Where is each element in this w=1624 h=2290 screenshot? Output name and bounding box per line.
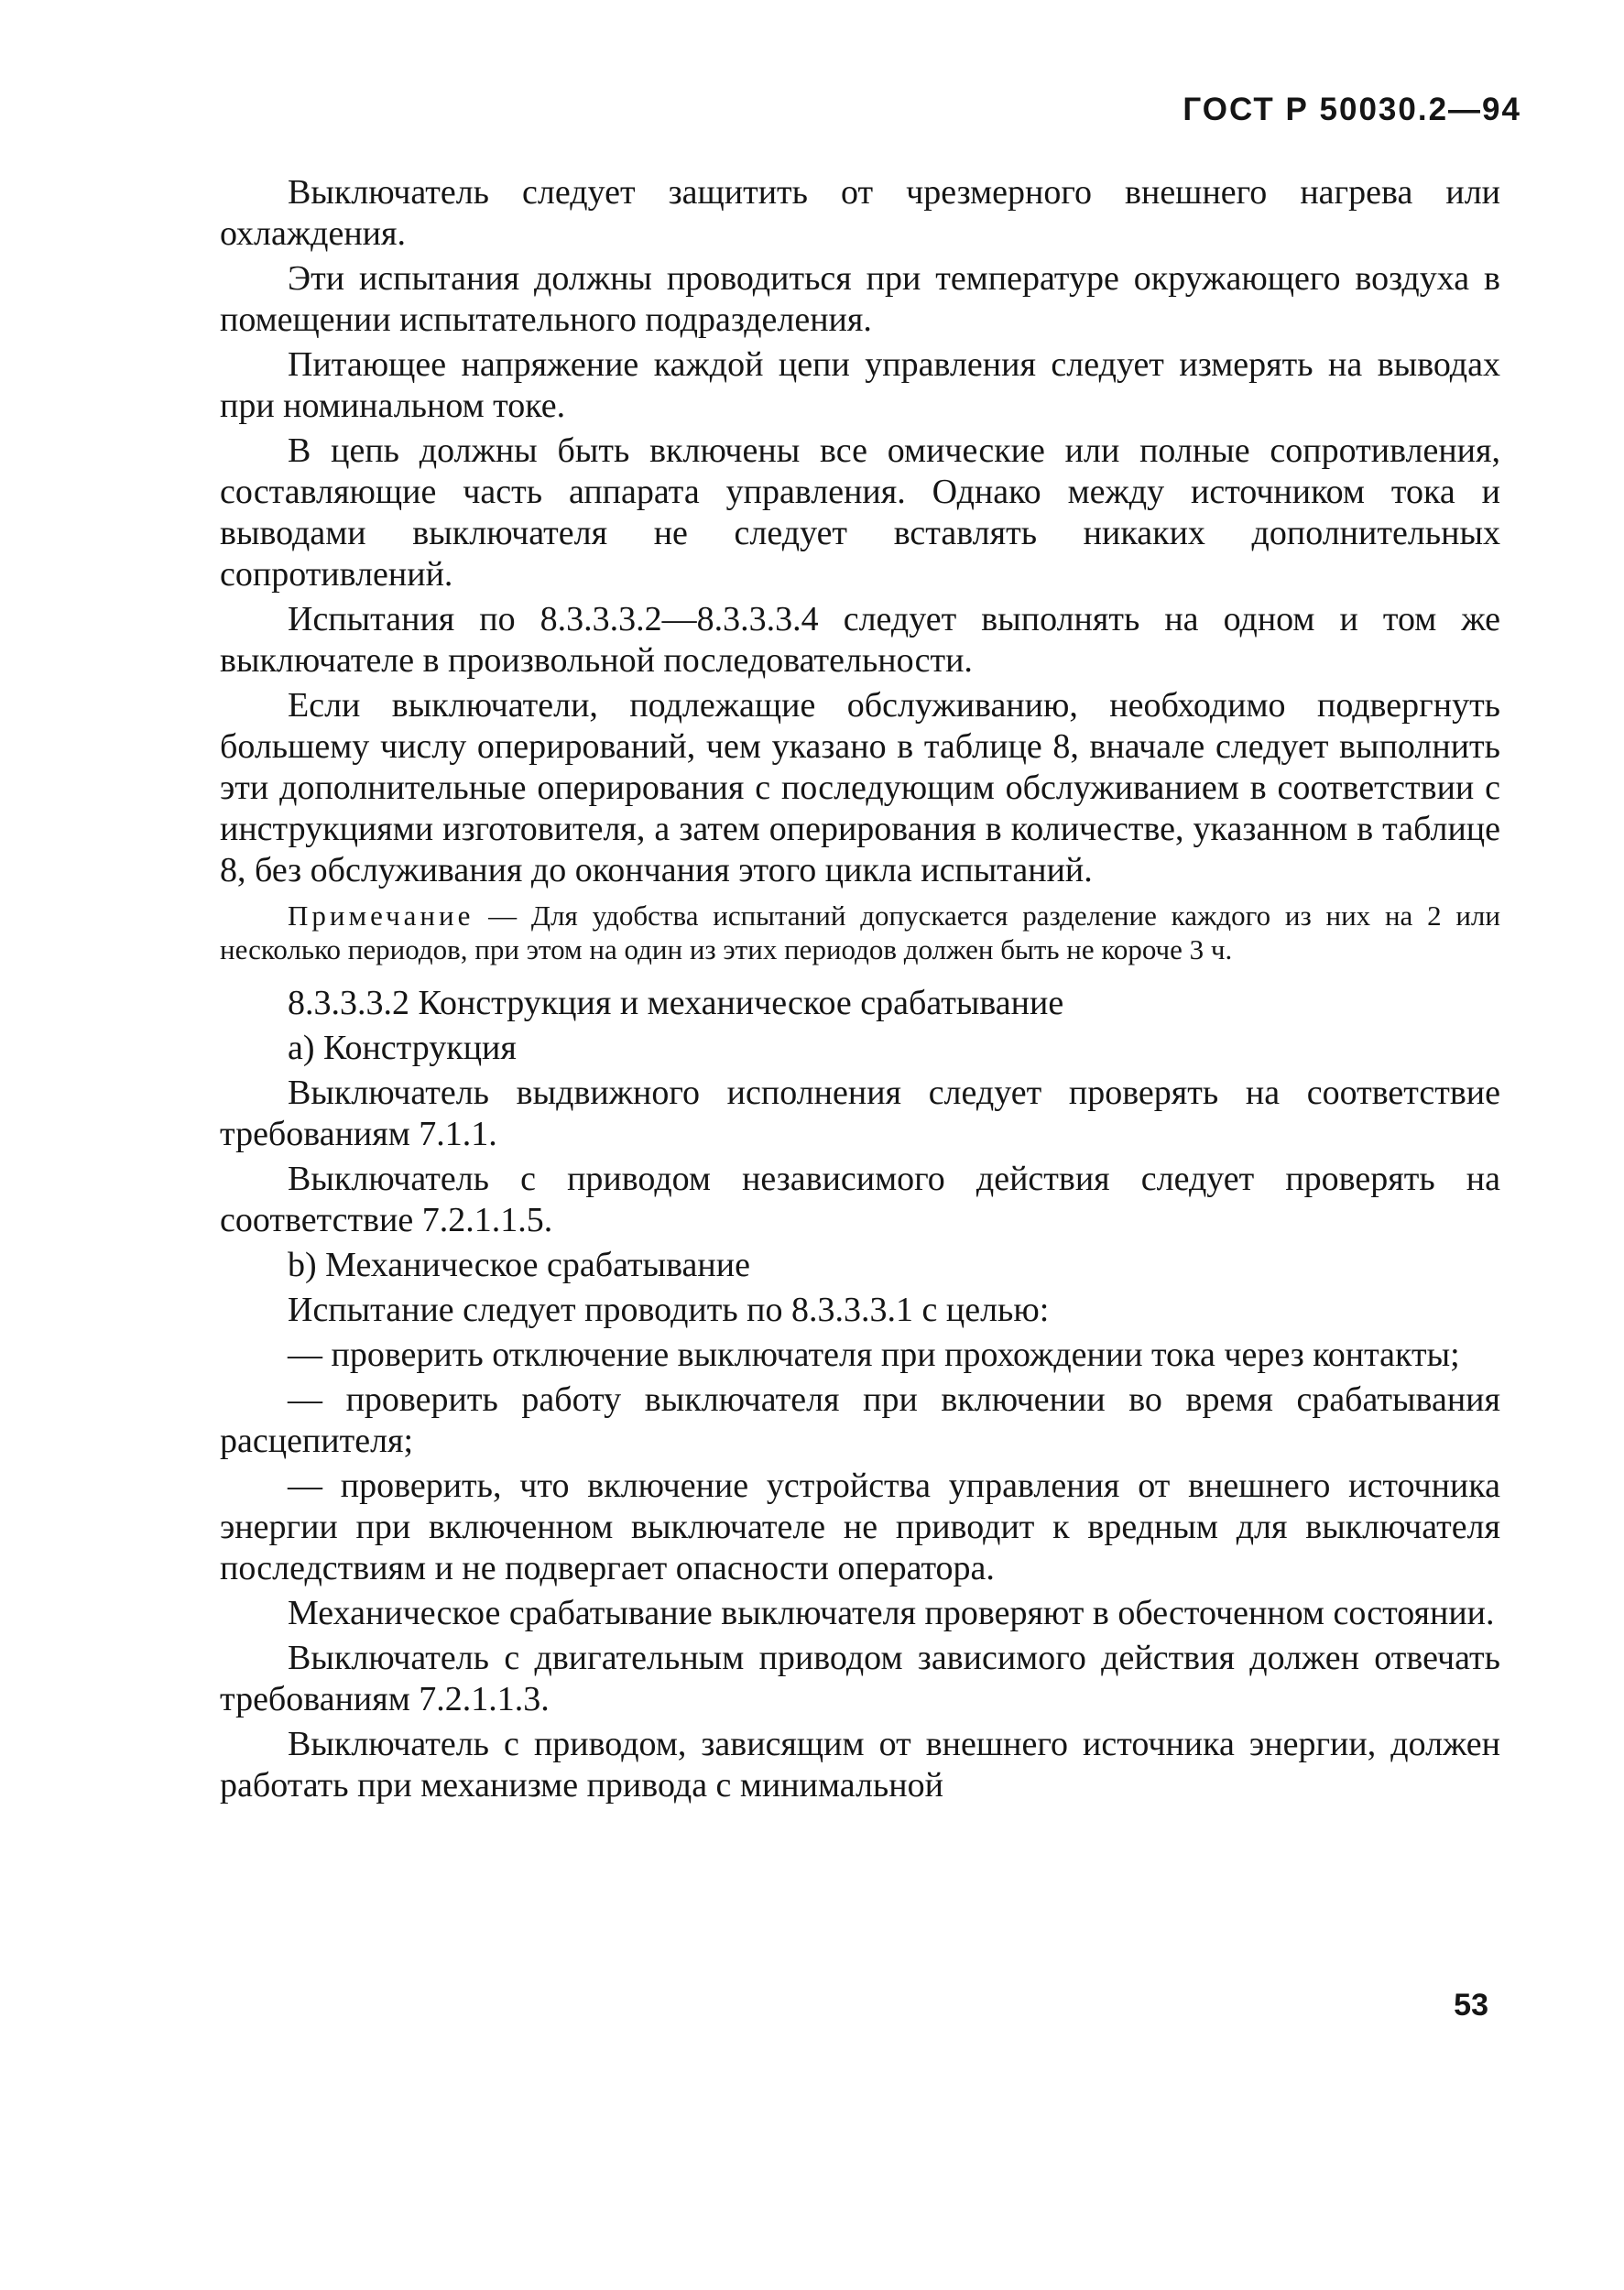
- list-item: — проверить работу выключателя при включении во время срабатывания расцепителя;: [220, 1380, 1500, 1460]
- paragraph: Выключатель с двигательным приводом зависимого действия должен отвечать требованиям 7.2.1.1.3.: [220, 1639, 1500, 1718]
- subsection-heading: a) Конструкция: [288, 1029, 517, 1067]
- paragraph: Питающее напряжение каждой цепи управления следует измерять на выводах при номинальном токе.: [220, 345, 1500, 425]
- paragraph: Выключатель следует защитить от чрезмерного внешнего нагрева или охлаждения.: [220, 173, 1500, 253]
- note-label: Примечание: [288, 900, 474, 932]
- paragraph: Выключатель выдвижного исполнения следует проверять на соответствие требованиям 7.1.1.: [220, 1074, 1500, 1153]
- paragraph: Выключатель с приводом независимого действия следует проверять на соответствие 7.2.1.1.5.: [220, 1160, 1500, 1239]
- paragraph: В цепь должны быть включены все омические или полные сопротивления, составляющие часть аппарата управления. Однако между источником тока и выводами выключателя не следует вставлять никаких дополнительных сопротивлений.: [220, 431, 1500, 594]
- section-heading: 8.3.3.3.2 Конструкция и механическое срабатывание: [288, 984, 1064, 1022]
- paragraph: Если выключатели, подлежащие обслуживанию, необходимо подвергнуть большему числу оперирований, чем указано в таблице 8, вначале следует выполнить эти дополнительные оперирования с последующим обслуживанием в соответствии с инструкциями изготовителя, а затем оперирования в количестве, указанном в таблице 8, без обслуживания до окончания этого цикла испытаний.: [220, 686, 1500, 889]
- note: [220, 899, 1500, 966]
- paragraph: Механическое срабатывание выключателя проверяют в обесточенном состоянии.: [288, 1594, 1495, 1632]
- note-text: — Для удобства испытаний допускается разделение каждого из них на 2 или несколько периодов, при этом на один из этих периодов должен быть не короче 3 ч.: [220, 900, 1500, 965]
- paragraph: Испытания по 8.3.3.3.2—8.3.3.3.4 следует выполнять на одном и том же выключателе в произвольной последовательности.: [220, 600, 1500, 680]
- paragraph: Испытание следует проводить по 8.3.3.3.1 с целью:: [288, 1291, 1050, 1329]
- paragraph: Эти испытания должны проводиться при температуре окружающего воздуха в помещении испытательного подразделения.: [220, 259, 1500, 339]
- subsection-heading: b) Механическое срабатывание: [288, 1246, 750, 1284]
- paragraph: Выключатель с приводом, зависящим от внешнего источника энергии, должен работать при механизме привода с минимальной: [220, 1725, 1500, 1805]
- page-number: 53: [1454, 1988, 1488, 2023]
- document-header: ГОСТ Р 50030.2—94: [1183, 92, 1521, 127]
- list-item: — проверить отключение выключателя при прохождении тока через контакты;: [288, 1336, 1460, 1374]
- document-body: [220, 172, 1500, 1810]
- list-item: — проверить, что включение устройства управления от внешнего источника энергии при включенном выключателе не приводит к вредным для выключателя последствиям и не подвергает опасности оператора.: [220, 1467, 1500, 1587]
